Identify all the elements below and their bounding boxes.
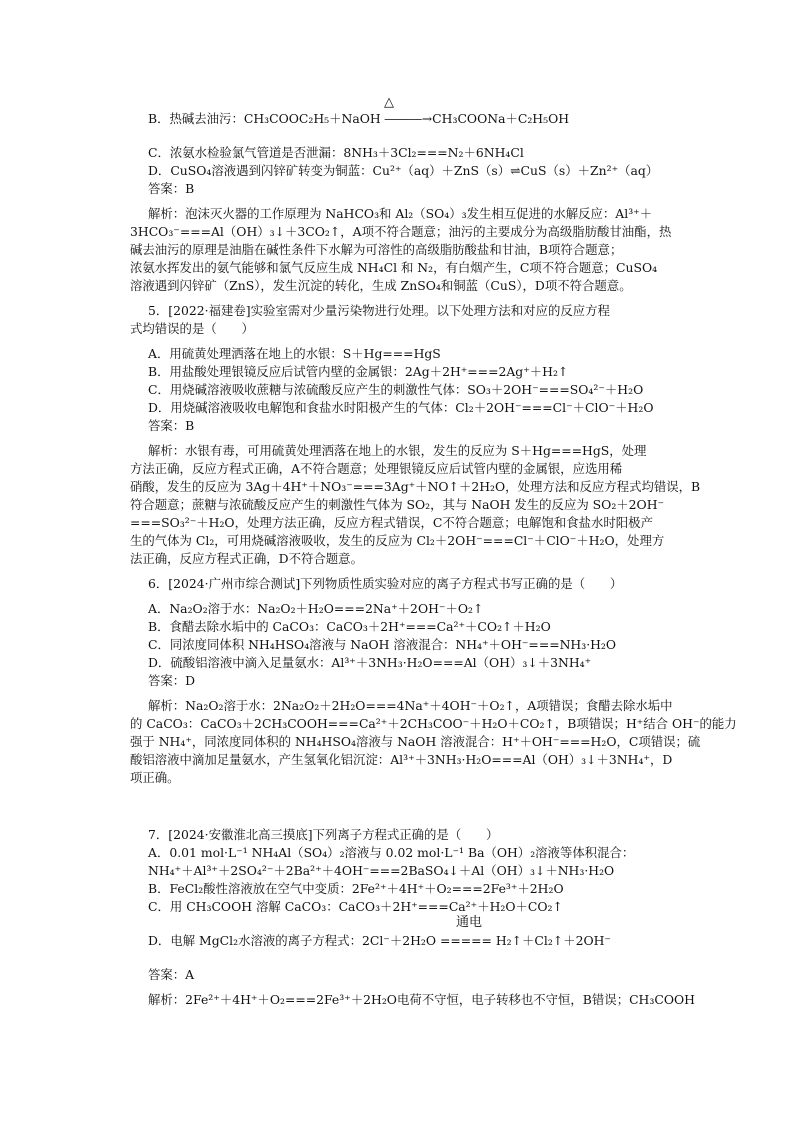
text-line: C．浓氨水检验氯气管道是否泄漏：8NH₃＋3Cl₂===N₂＋6NH₄Cl xyxy=(148,145,524,160)
text-line: 浓氨水挥发出的氨气能够和氯气反应生成 NH₄Cl 和 N₂，有白烟产生，C项不符合题意；CuSO₄ xyxy=(130,260,658,275)
text-line: D．硫酸铝溶液中滴入足量氨水：Al³⁺＋3NH₃·H₂O===Al（OH）₃↓＋3NH₄⁺ xyxy=(148,655,592,670)
text-line: 方法正确，反应方程式正确，A不符合题意；处理银镜反应后试管内壁的金属银，应选用稀 xyxy=(130,461,623,476)
text-line: ===SO₃²⁻＋H₂O，处理方法正确，反应方程式错误，C不符合题意；电解饱和食盐水时阳极产 xyxy=(130,515,653,530)
text-line: A．用硫黄处理洒落在地上的水银：S＋Hg===HgS xyxy=(148,346,441,361)
text-line: 项正确。 xyxy=(130,770,180,785)
text-line: C．同浓度同体积 NH₄HSO₄溶液与 NaOH 溶液混合：NH₄⁺＋OH⁻===NH₃·H₂O xyxy=(148,637,617,652)
text-line: D．CuSO₄溶液遇到闪锌矿转变为铜蓝：Cu²⁺（aq）＋ZnS（s）⇌CuS（s）＋Zn²⁺（aq） xyxy=(148,163,659,178)
text-line: D．用烧碱溶液吸收电解饱和食盐水时阳极产生的气体：Cl₂＋2OH⁻===Cl⁻＋ClO⁻＋H₂O xyxy=(148,400,654,415)
reaction-condition: 通电 xyxy=(456,915,483,930)
text-line: C．用 CH₃COOH 溶解 CaCO₃：CaCO₃＋2H⁺===Ca²⁺＋H₂O＋CO₂↑ xyxy=(148,899,563,914)
text-line: 5．[2022·福建卷]实验室需对少量污染物进行处理。以下处理方法和对应的反应方程 xyxy=(148,303,610,318)
text-line: B．用盐酸处理银镜反应后试管内壁的金属银：2Ag＋2H⁺===2Ag⁺＋H₂↑ xyxy=(148,364,569,379)
text-line: 符合题意；蔗糖与浓硫酸反应产生的刺激性气体为 SO₂，其与 NaOH 发生的反应为 SO₂＋2OH⁻ xyxy=(130,497,665,512)
text-line: 3HCO₃⁻===Al（OH）₃↓＋3CO₂↑，A项不符合题意；油污的主要成分为高级脂肪酸甘油酯，热 xyxy=(130,224,672,239)
text-line: 解析：Na₂O₂溶于水：2Na₂O₂＋2H₂O===4Na⁺＋4OH⁻＋O₂↑，A项错误；食醋去除水垢中 xyxy=(148,698,673,713)
text-line: 答案：B xyxy=(148,181,195,196)
text-line: 解析：2Fe²⁺＋4H⁺＋O₂===2Fe³⁺＋2H₂O电荷不守恒，电子转移也不守恒，B错误；CH₃COOH xyxy=(148,992,695,1007)
text-line: 答案：B xyxy=(148,418,195,433)
text-line: NH₄⁺＋Al³⁺＋2SO₄²⁻＋2Ba²⁺＋4OH⁻===2BaSO₄↓＋Al（OH）₃↓＋NH₃·H₂O xyxy=(148,863,615,878)
text-line: 6．[2024·广州市综合测试]下列物质性质实验对应的离子方程式书写正确的是（ ） xyxy=(148,576,623,591)
reaction-condition: △ xyxy=(384,95,394,110)
text-line: B．热碱去油污：CH₃COOC₂H₅＋NaOH ―――→CH₃COONa＋C₂H₅OH xyxy=(148,111,570,126)
text-line: 溶液遇到闪锌矿（ZnS），发生沉淀的转化，生成 ZnSO₄和铜蓝（CuS），D项不符合题意。 xyxy=(130,278,632,293)
text-line: 解析：泡沫灭火器的工作原理为 NaHCO₃和 Al₂（SO₄）₃发生相互促进的水解反应：Al³⁺＋ xyxy=(148,206,653,221)
text-line: B．食醋去除水垢中的 CaCO₃：CaCO₃＋2H⁺===Ca²⁺＋CO₂↑＋H₂O xyxy=(148,619,551,634)
text-line: C．用烧碱溶液吸收蔗糖与浓硫酸反应产生的刺激性气体：SO₃＋2OH⁻===SO₄²⁻＋H₂O xyxy=(148,382,644,397)
text-line: 答案：D xyxy=(148,673,196,688)
text-line: A．Na₂O₂溶于水：Na₂O₂＋H₂O===2Na⁺＋2OH⁻＋O₂↑ xyxy=(148,601,484,616)
text-line: 解析：水银有毒，可用硫黄处理洒落在地上的水银，发生的反应为 S＋Hg===HgS，处理 xyxy=(148,443,647,458)
text-line: D．电解 MgCl₂水溶液的离子方程式：2Cl⁻＋2H₂O ===== H₂↑＋Cl₂↑＋2OH⁻ xyxy=(148,933,611,948)
text-line: A．0.01 mol·L⁻¹ NH₄Al（SO₄）₂溶液与 0.02 mol·L⁻¹ Ba（OH）₂溶液等体积混合： xyxy=(148,845,635,860)
text-line: 7．[2024·安徽淮北高三摸底]下列离子方程式正确的是（ ） xyxy=(148,827,499,842)
text-line: 硝酸，发生的反应为 3Ag＋4H⁺＋NO₃⁻===3Ag⁺＋NO↑＋2H₂O，处理方法和反应方程式均错误，B xyxy=(130,479,701,494)
text-line: B．FeCl₂酸性溶液放在空气中变质：2Fe²⁺＋4H⁺＋O₂===2Fe³⁺＋2H₂O xyxy=(148,881,564,896)
text-line: 酸铝溶液中滴加足量氨水，产生氢氧化铝沉淀：Al³⁺＋3NH₃·H₂O===Al（OH）₃↓＋3NH₄⁺，D xyxy=(130,752,673,767)
text-line: 式均错误的是（ ） xyxy=(130,321,254,336)
text-line: 法正确，反应方程式正确，D不符合题意。 xyxy=(130,551,363,566)
text-line: 生的气体为 Cl₂，可用烧碱溶液吸收，发生的反应为 Cl₂＋2OH⁻===Cl⁻＋ClO⁻＋H₂O，处理方 xyxy=(130,533,665,548)
text-line: 碱去油污的原理是油脂在碱性条件下水解为可溶性的高级脂肪酸盐和甘油，B项符合题意； xyxy=(130,242,623,257)
text-line: 答案：A xyxy=(148,967,195,982)
text-line: 强于 NH₄⁺，同浓度同体积的 NH₄HSO₄溶液与 NaOH 溶液混合：H⁺＋OH⁻===H₂O，C项错误；硫 xyxy=(130,734,701,749)
text-line: 的 CaCO₃：CaCO₃＋2CH₃COOH===Ca²⁺＋2CH₃COO⁻＋H₂O＋CO₂↑，B项错误；H⁺结合 OH⁻的能力 xyxy=(130,716,737,731)
